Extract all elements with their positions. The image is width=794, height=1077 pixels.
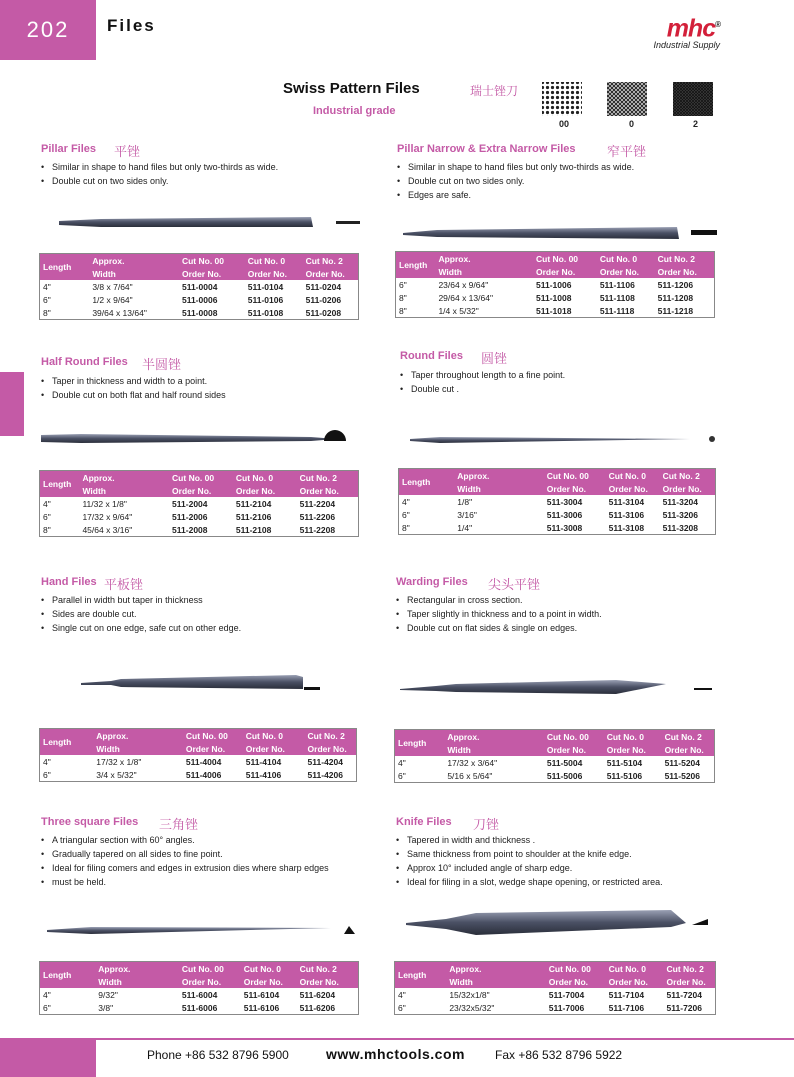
feature-item: • Ideal for filing comers and edges in extrusion dies where sharp edges	[41, 861, 381, 875]
feature-list	[41, 160, 381, 188]
header-cut2: Cut No. 2	[662, 730, 715, 744]
feature-item: • Gradually tapered on all sides to fine point.	[41, 847, 381, 861]
header-order: Order No.	[544, 743, 604, 756]
header-cut00: Cut No. 00	[533, 252, 597, 266]
cell-order-2: 511-2208	[299, 524, 336, 535]
block-title: Pillar Narrow & Extra Narrow Files	[397, 143, 576, 155]
header-length: Length	[395, 962, 447, 989]
header-order: Order No.	[297, 484, 359, 497]
header-order: Order No.	[606, 975, 664, 988]
header-cut0: Cut No. 0	[604, 730, 662, 744]
cell-order-0: 511-3104	[608, 496, 645, 507]
table-header-row	[396, 265, 715, 278]
feature-list	[400, 368, 740, 396]
table-row	[396, 291, 715, 304]
cell-width: 3/4 x 5/32"	[96, 769, 137, 780]
feature-list	[41, 374, 381, 402]
header-cut00: Cut No. 00	[544, 469, 606, 483]
cell-order-00: 511-3008	[546, 522, 583, 533]
cell-order-00: 511-4006	[185, 769, 222, 780]
header-width: Width	[454, 482, 544, 495]
cell-width: 15/32x1/8"	[449, 989, 490, 1000]
catalog-title-cn: 瑞士锉刀	[470, 84, 519, 98]
header-length: Length	[399, 469, 455, 496]
table-row	[396, 304, 715, 318]
header-approx: Approx.	[79, 471, 169, 485]
table-header-row	[399, 469, 716, 483]
block-title-cn: 尖头平锉	[488, 577, 541, 592]
cell-width: 5/16 x 5/64"	[447, 770, 493, 781]
cell-order-0: 511-6106	[243, 1002, 280, 1013]
cell-order-0: 511-2108	[235, 524, 272, 535]
spec-table	[394, 729, 715, 783]
spec-table	[395, 251, 715, 318]
header-order: Order No.	[597, 265, 655, 278]
header-cut2: Cut No. 2	[305, 729, 357, 743]
table-row	[40, 497, 359, 510]
header-cut0: Cut No. 0	[606, 962, 664, 976]
feature-item: • Sides are double cut.	[41, 607, 381, 621]
table-row	[396, 278, 715, 291]
cell-order-00: 511-3004	[546, 496, 583, 507]
header-order: Order No.	[662, 743, 715, 756]
cell-order-0: 511-2106	[235, 511, 272, 522]
catalog-title: Swiss Pattern Files	[283, 80, 420, 97]
feature-list	[397, 160, 737, 202]
cell-width: 1/4"	[457, 522, 473, 533]
header-width: Width	[446, 975, 545, 988]
table-row	[395, 769, 715, 783]
cell-width: 17/32 x 3/64"	[447, 757, 498, 768]
block-title-cn: 平板锉	[104, 577, 144, 592]
cell-order-00: 511-3006	[546, 509, 583, 520]
header-width: Width	[95, 975, 179, 988]
feature-item: • Double cut on two sides only.	[397, 174, 737, 188]
cell-order-2: 511-0206	[305, 294, 342, 305]
cell-order-2: 511-3208	[662, 522, 699, 533]
section-title: Files	[107, 16, 156, 35]
brand-logo	[653, 14, 720, 50]
cell-order-2: 511-5204	[664, 757, 701, 768]
header-cut2: Cut No. 2	[664, 962, 716, 976]
header-order: Order No.	[179, 975, 241, 988]
file-illustration	[41, 425, 361, 466]
cell-width: 3/8 x 7/64"	[92, 281, 133, 292]
block-title: Round Files	[400, 350, 463, 362]
cell-width: 29/64 x 13/64"	[438, 292, 493, 303]
header-approx: Approx.	[435, 252, 533, 266]
cell-length: 6"	[398, 770, 406, 781]
cell-order-00: 511-0008	[181, 307, 218, 318]
header-cut2: Cut No. 2	[303, 254, 359, 268]
header-order: Order No.	[245, 267, 303, 280]
cell-order-00: 511-2008	[172, 524, 208, 535]
block-title-cn: 半圆锉	[142, 357, 182, 372]
cell-length: 4"	[402, 496, 410, 507]
header-order: Order No.	[243, 742, 305, 755]
header-width: Width	[93, 742, 183, 755]
cell-width: 1/2 x 9/64"	[92, 294, 133, 305]
feature-item: • Double cut on both flat and half round sides	[41, 388, 381, 402]
logo-text: mhc	[666, 14, 716, 43]
cell-order-00: 511-6004	[181, 989, 218, 1000]
cell-order-0: 511-1106	[599, 279, 635, 290]
block-title: Pillar Files	[41, 143, 97, 155]
header-cut0: Cut No. 0	[606, 469, 660, 483]
table-header-row	[40, 962, 359, 976]
cell-order-2: 511-3204	[662, 496, 699, 507]
block-title: Half Round Files	[41, 356, 128, 368]
cell-order-0: 511-7104	[608, 989, 645, 1000]
block-title-cn: 刀锉	[473, 817, 500, 832]
header-order: Order No.	[546, 975, 606, 988]
cell-order-2: 511-1206	[657, 279, 694, 290]
footer-band	[0, 1038, 96, 1077]
cell-width: 17/32 x 1/8"	[96, 756, 142, 767]
feature-item: • Similar in shape to hand files but only two-thirds as wide.	[397, 160, 737, 174]
footer-line	[96, 1038, 794, 1040]
cell-width: 1/4 x 5/32"	[438, 305, 479, 316]
table-row	[399, 521, 716, 535]
cell-length: 4"	[43, 989, 51, 1000]
cell-length: 8"	[399, 292, 407, 303]
cell-width: 3/16"	[457, 509, 477, 520]
header-order: Order No.	[664, 975, 716, 988]
header-cut2: Cut No. 2	[297, 471, 359, 485]
cell-order-0: 511-2104	[235, 498, 272, 509]
cell-order-2: 511-3206	[662, 509, 699, 520]
cell-length: 8"	[399, 305, 407, 316]
table-header-row	[396, 252, 715, 266]
header-approx: Approx.	[89, 254, 179, 268]
footer-phone: Phone +86 532 8796 5900	[147, 1048, 289, 1062]
cell-length: 6"	[402, 509, 410, 520]
table-row	[399, 508, 716, 521]
feature-item: • Taper throughout length to a fine point.	[400, 368, 740, 382]
cell-order-2: 511-2204	[299, 498, 336, 509]
cell-order-2: 511-4206	[307, 769, 343, 780]
table-header-row	[40, 729, 357, 743]
cell-order-2: 511-0204	[305, 281, 342, 292]
header-width: Width	[79, 484, 169, 497]
header-length: Length	[40, 962, 96, 989]
cell-order-00: 511-2004	[172, 498, 208, 509]
cell-order-00: 511-5004	[546, 757, 583, 768]
feature-item: • Single cut on one edge, safe cut on other edge.	[41, 621, 381, 635]
feature-item: • must be held.	[41, 875, 381, 889]
feature-item: • Rectangular in cross section.	[396, 593, 736, 607]
header-order: Order No.	[297, 975, 359, 988]
file-illustration	[400, 425, 720, 466]
cell-order-2: 511-0208	[305, 307, 342, 318]
table-row	[40, 280, 359, 293]
feature-item: • Similar in shape to hand files but only two-thirds as wide.	[41, 160, 381, 174]
side-tab	[0, 372, 24, 436]
feature-item: • Tapered in width and thickness .	[396, 833, 736, 847]
cell-order-0: 511-3108	[608, 522, 645, 533]
block-title-cn: 三角锉	[159, 817, 199, 832]
header-order: Order No.	[179, 267, 245, 280]
cell-width: 39/64 x 13/64"	[92, 307, 147, 318]
cell-width: 23/64 x 9/64"	[438, 279, 489, 290]
feature-item: • Approx 10° included angle of sharp edge.	[396, 861, 736, 875]
cell-order-0: 511-1118	[599, 305, 635, 316]
block-title-cn: 窄平锉	[607, 144, 647, 159]
cell-order-00: 511-4004	[185, 756, 222, 767]
header-length: Length	[40, 471, 80, 498]
header-length: Length	[396, 252, 436, 279]
cell-order-0: 511-5104	[606, 757, 643, 768]
cell-width: 3/8"	[98, 1002, 114, 1013]
cell-width: 9/32"	[98, 989, 118, 1000]
header-length: Length	[40, 254, 90, 281]
table-header-row	[40, 254, 359, 268]
table-row	[40, 988, 359, 1001]
table-row	[40, 293, 359, 306]
header-cut2: Cut No. 2	[655, 252, 715, 266]
table-row	[395, 1001, 716, 1015]
cell-length: 6"	[398, 1002, 406, 1013]
cell-order-2: 511-1208	[657, 292, 694, 303]
cell-order-00: 511-1008	[536, 292, 572, 303]
header-approx: Approx.	[95, 962, 179, 976]
header-order: Order No.	[303, 267, 359, 280]
header-cut0: Cut No. 0	[241, 962, 297, 976]
cell-length: 4"	[43, 498, 51, 509]
cell-order-0: 511-4104	[245, 756, 282, 767]
spec-table	[39, 728, 357, 782]
cell-order-00: 511-1018	[536, 305, 572, 316]
feature-item: • Taper slightly in thickness and to a point in width.	[396, 607, 736, 621]
header-cut2: Cut No. 2	[660, 469, 716, 483]
header-cut0: Cut No. 0	[233, 471, 297, 485]
cell-length: 8"	[43, 307, 51, 318]
cell-order-2: 511-1218	[657, 305, 694, 316]
block-title-cn: 平锉	[114, 144, 141, 159]
feature-item: • Double cut on flat sides & single on edges.	[396, 621, 736, 635]
file-illustration	[396, 672, 716, 713]
table-row	[395, 988, 716, 1001]
feature-item: • Same thickness from point to shoulder at the knife edge.	[396, 847, 736, 861]
block-title: Knife Files	[396, 816, 452, 828]
registered-mark: ®	[715, 20, 720, 29]
table-header-row	[395, 730, 715, 744]
feature-item: • A triangular section with 60° angles.	[41, 833, 381, 847]
feature-item: • Parallel in width but taper in thickness	[41, 593, 381, 607]
block-title: Three square Files	[41, 816, 139, 828]
file-illustration	[397, 215, 717, 256]
table-header-row	[395, 962, 716, 976]
cell-order-0: 511-1108	[599, 292, 635, 303]
header-length: Length	[395, 730, 445, 757]
header-width: Width	[435, 265, 533, 278]
cell-order-2: 511-7206	[666, 1002, 702, 1013]
table-row	[40, 510, 359, 523]
feature-item: • Edges are safe.	[397, 188, 737, 202]
footer-website[interactable]: www.mhctools.com	[326, 1046, 465, 1062]
header-cut00: Cut No. 00	[546, 962, 606, 976]
header-order: Order No.	[233, 484, 297, 497]
cell-length: 6"	[43, 294, 51, 305]
header-order: Order No.	[183, 742, 243, 755]
cell-length: 4"	[398, 757, 406, 768]
header-approx: Approx.	[454, 469, 544, 483]
cell-order-2: 511-5206	[664, 770, 701, 781]
cell-order-0: 511-0106	[247, 294, 284, 305]
header-approx: Approx.	[446, 962, 545, 976]
footer-fax: Fax +86 532 8796 5922	[495, 1048, 623, 1062]
cell-length: 4"	[43, 281, 51, 292]
feature-item: • Double cut .	[400, 382, 740, 396]
feature-item: • Ideal for filing in a slot, wedge shape opening, or restricted area.	[396, 875, 736, 889]
header-cut0: Cut No. 0	[245, 254, 303, 268]
cell-length: 6"	[43, 769, 51, 780]
cut-label-2: 2	[693, 119, 699, 129]
cell-order-00: 511-1006	[536, 279, 572, 290]
cell-width: 17/32 x 9/64"	[82, 511, 133, 522]
table-row	[40, 755, 357, 768]
table-row	[395, 756, 715, 769]
cell-length: 6"	[43, 1002, 51, 1013]
cell-order-0: 511-0108	[247, 307, 284, 318]
cell-length: 8"	[43, 524, 51, 535]
cell-order-00: 511-6006	[181, 1002, 218, 1013]
cell-order-2: 511-4204	[307, 756, 343, 767]
cell-order-0: 511-6104	[243, 989, 280, 1000]
spec-table	[39, 470, 359, 537]
cut-2-swatch	[673, 82, 713, 116]
header-order: Order No.	[544, 482, 606, 495]
header-order: Order No.	[169, 484, 233, 497]
file-illustration	[396, 905, 716, 946]
header-cut00: Cut No. 00	[179, 962, 241, 976]
cut-00-swatch	[542, 82, 582, 116]
cell-order-00: 511-2006	[172, 511, 208, 522]
cut-label-00: 00	[559, 119, 570, 129]
spec-table	[39, 961, 359, 1015]
header-order: Order No.	[533, 265, 597, 278]
cell-width: 1/8"	[457, 496, 473, 507]
cut-0-swatch	[607, 82, 647, 116]
cell-length: 6"	[399, 279, 407, 290]
cell-order-0: 511-4106	[245, 769, 282, 780]
header-approx: Approx.	[93, 729, 183, 743]
block-title-cn: 圆锉	[481, 351, 508, 366]
feature-list	[396, 593, 736, 635]
page-number: 202	[0, 0, 96, 60]
logo-subtitle: Industrial Supply	[653, 40, 720, 51]
header-length: Length	[40, 729, 94, 756]
cell-order-0: 511-5106	[606, 770, 643, 781]
cut-label-0: 0	[629, 119, 635, 129]
header-width: Width	[444, 743, 544, 756]
header-order: Order No.	[604, 743, 662, 756]
cut-swatches	[540, 80, 720, 120]
table-header-row	[40, 471, 359, 485]
cell-order-00: 511-0006	[181, 294, 218, 305]
cell-length: 6"	[43, 511, 51, 522]
cell-width: 11/32 x 1/8"	[82, 498, 127, 509]
header-cut2: Cut No. 2	[297, 962, 359, 976]
cell-order-00: 511-7006	[548, 1002, 585, 1013]
cell-order-0: 511-7106	[608, 1002, 645, 1013]
feature-list	[41, 593, 381, 635]
table-row	[40, 768, 357, 782]
spec-table	[39, 253, 359, 320]
cell-order-0: 511-0104	[247, 281, 284, 292]
file-illustration	[41, 912, 361, 953]
cell-order-00: 511-0004	[181, 281, 218, 292]
header-order: Order No.	[655, 265, 715, 278]
feature-list	[41, 833, 381, 889]
header-approx: Approx.	[444, 730, 544, 744]
header-order: Order No.	[660, 482, 716, 495]
header-cut0: Cut No. 0	[243, 729, 305, 743]
header-width: Width	[89, 267, 179, 280]
cell-length: 8"	[402, 522, 410, 533]
header-cut0: Cut No. 0	[597, 252, 655, 266]
header-order: Order No.	[606, 482, 660, 495]
cell-order-2: 511-2206	[299, 511, 336, 522]
header-cut00: Cut No. 00	[544, 730, 604, 744]
cell-order-2: 511-7204	[666, 989, 702, 1000]
cell-order-00: 511-7004	[548, 989, 585, 1000]
cell-order-2: 511-6204	[299, 989, 336, 1000]
block-title: Hand Files	[41, 576, 97, 588]
feature-item: • Double cut on two sides only.	[41, 174, 381, 188]
file-illustration	[41, 665, 361, 706]
cell-length: 4"	[398, 989, 406, 1000]
spec-table	[398, 468, 716, 535]
header-order: Order No.	[305, 742, 357, 755]
cell-width: 45/64 x 3/16"	[82, 524, 133, 535]
header-cut00: Cut No. 00	[169, 471, 233, 485]
cell-order-0: 511-3106	[608, 509, 645, 520]
file-illustration	[41, 205, 361, 246]
cell-width: 23/32x5/32"	[449, 1002, 495, 1013]
feature-list	[396, 833, 736, 889]
table-row	[40, 1001, 359, 1015]
header-cut00: Cut No. 00	[179, 254, 245, 268]
spec-table	[394, 961, 716, 1015]
block-title: Warding Files	[396, 576, 468, 588]
table-row	[40, 306, 359, 320]
table-row	[399, 495, 716, 508]
table-row	[40, 523, 359, 537]
header-cut00: Cut No. 00	[183, 729, 243, 743]
header-order: Order No.	[241, 975, 297, 988]
cell-length: 4"	[43, 756, 51, 767]
table-header-row	[40, 484, 359, 497]
catalog-subtitle: Industrial grade	[313, 105, 396, 117]
feature-item: • Taper in thickness and width to a point.	[41, 374, 381, 388]
cell-order-2: 511-6206	[299, 1002, 336, 1013]
cell-order-00: 511-5006	[546, 770, 583, 781]
